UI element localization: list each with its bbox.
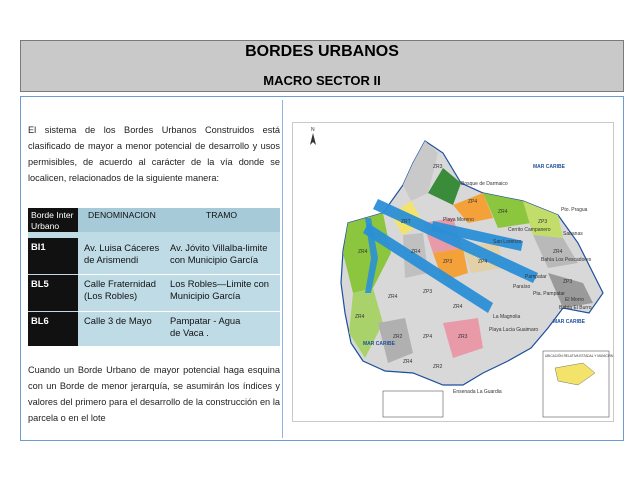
zone-label: ZP4 [423, 334, 433, 340]
row-separator [78, 274, 280, 275]
zone-label: ZR4 [358, 249, 368, 255]
place-label: Pta. Pampatar [533, 291, 565, 297]
zone-label: ZP4 [468, 199, 478, 205]
zone-label: ZP3 [423, 289, 433, 295]
table-header-tramo: TRAMO [206, 210, 238, 220]
place-label: Playa Lucia Guaimaro [489, 327, 539, 333]
table-row-code: BI1 [28, 238, 78, 274]
page-subtitle: MACRO SECTOR II [263, 73, 381, 88]
place-label: Pampatar [525, 274, 547, 280]
zone-label: ZR3 [433, 164, 443, 170]
zone-label: ZR4 [403, 359, 413, 365]
table-cell-denominacion: Calle 3 de Mayo [84, 315, 152, 326]
zone-label: ZRT [401, 219, 411, 225]
zoning-map [292, 122, 614, 422]
zone-label: ZR4 [388, 294, 398, 300]
table-cell-tramo: Av. Jóvito Villalba-limite con Municipio García [170, 242, 268, 265]
table-header-code: Borde Inter Urbano [28, 208, 78, 232]
zone-label: ZP4 [478, 259, 488, 265]
place-label: El Morro [565, 297, 584, 303]
place-label: Ensenada La Guardia [453, 389, 502, 395]
table-cell-tramo: Los Robles—Limite con Municipio García [170, 278, 270, 301]
place-label: Sabanas [563, 231, 583, 237]
column-divider [282, 100, 283, 438]
place-label: San Lorenzo [493, 239, 522, 245]
bordes-table [28, 208, 280, 346]
map-svg [293, 123, 613, 421]
footer-paragraph: Cuando un Borde Urbano de mayor potencial haga esquina con un Borde de menor jerarquía, se asumirán los índices y valores del primero para el desarrollo de la construcción en la parcela o en el lote [28, 365, 280, 423]
intro-paragraph: El sistema de los Bordes Urbanos Construidos está clasificado de mayor a menor potencial de desarrollo y usos permisibles, de acuerdo al carácter de la vía donde se localicen, relacionados de la siguiente manera: [28, 125, 280, 183]
row-separator [78, 311, 280, 312]
sea-label: MAR CARIBE [553, 319, 585, 325]
sea-label: MAR CARIBE [363, 341, 395, 347]
legend-title: UBICACIÓN RELATIVA ESTADAL Y MUNICIPAL [545, 354, 613, 358]
sea-label: MAR CARIBE [533, 164, 565, 170]
place-label: Playa Moreno [443, 217, 474, 223]
zone-label: ZR4 [411, 249, 421, 255]
table-row-code: BL5 [28, 275, 78, 311]
zone-label: ZR2 [393, 334, 403, 340]
title-banner [20, 40, 624, 92]
zone-label: ZP3 [563, 279, 573, 285]
page-title: BORDES URBANOS [245, 43, 399, 60]
place-label: Bahía Los Pescadores [541, 257, 592, 263]
zone-label: ZR2 [433, 364, 443, 370]
zone-label: ZR4 [453, 304, 463, 310]
zone-label: ZP3 [538, 219, 548, 225]
zone-label: ZR4 [498, 209, 508, 215]
zone-label: ZP3 [443, 259, 453, 265]
place-label: Bahía El Burro [559, 305, 592, 311]
zone-label: ZR4 [355, 314, 365, 320]
table-cell-tramo: Pampatar - Agua de Vaca . [170, 315, 241, 338]
zone-label: ZR3 [458, 334, 468, 340]
place-label: Cerrito Campanero [508, 227, 551, 233]
place-label: Paraíso [513, 284, 531, 290]
place-label: Bosque de Darmaico [461, 181, 508, 187]
north-label: N [311, 127, 315, 133]
place-label: La Magnolia [493, 314, 521, 320]
table-cell-denominacion: Calle Fraternidad (Los Robles) [84, 278, 156, 301]
table-row-code: BL6 [28, 312, 78, 346]
zone-label: ZR4 [553, 249, 563, 255]
table-header-denominacion: DENOMINACION [88, 210, 156, 220]
info-box [383, 391, 443, 417]
table-cell-denominacion: Av. Luisa Cáceres de Arismendi [84, 242, 160, 265]
place-label: Pto. Pragua [561, 207, 588, 213]
